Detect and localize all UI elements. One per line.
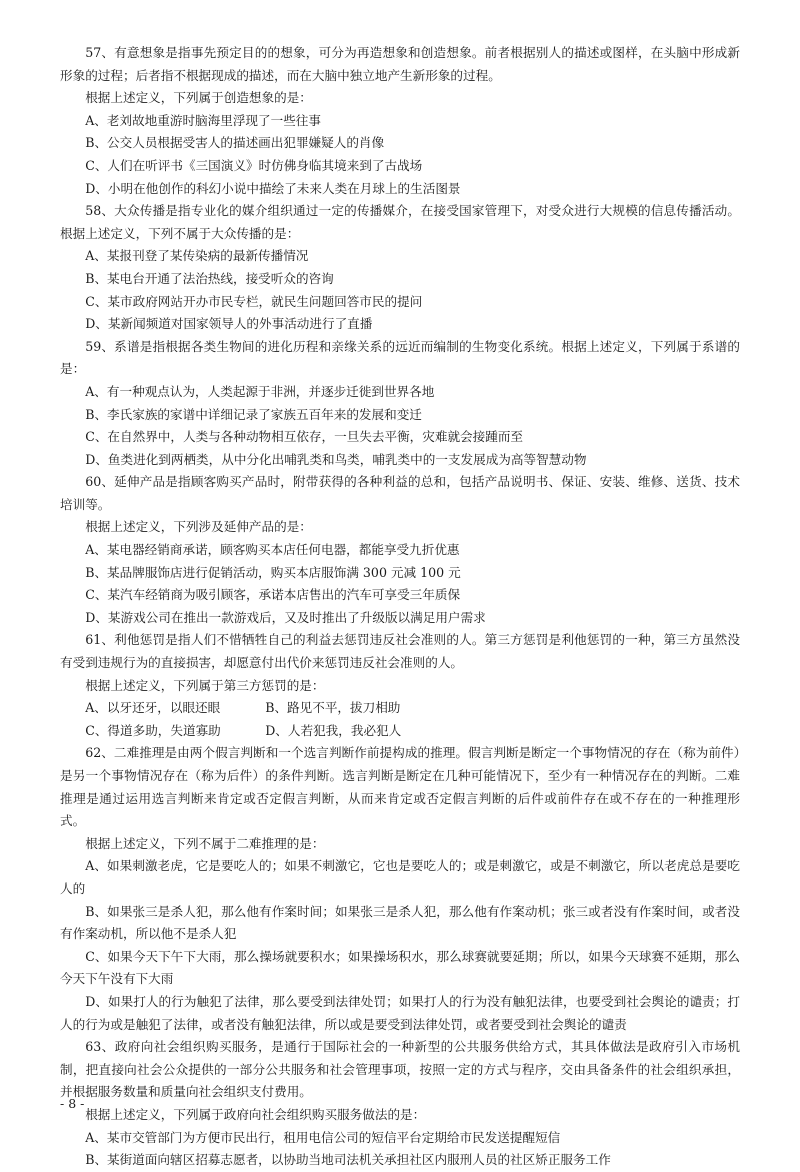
option-b: B、路见不平，拔刀相助 [265, 700, 401, 716]
option-b: B、如果张三是杀人犯，那么他有作案时间；如果张三是杀人犯，那么他有作案动机；张三或者没有作案时间，或者没有作案动机，所以他不是杀人犯 [60, 903, 740, 942]
option-d: D、鱼类进化到两栖类，从中分化出哺乳类和鸟类，哺乳类中的一支发展成为高等智慧动物 [85, 451, 587, 467]
option-c: C、某汽车经销商为吸引顾客，承诺本店售出的汽车可享受三年质保 [85, 587, 461, 603]
option-b: B、某电台开通了法治热线，接受听众的咨询 [85, 270, 334, 286]
page-content [60, 42, 740, 1172]
question-59 [60, 336, 740, 472]
option-row [60, 720, 740, 743]
question-58 [60, 200, 740, 336]
option-a: A、以牙还牙，以眼还眼 [85, 700, 221, 716]
question-stem: 63、政府向社会组织购买服务，是通行于国际社会的一种新型的公共服务供给方式，其具体做法是政府引入市场机制，把直接向社会公众提供的一部分公共服务和社会管理事项，按照一定的方式与程序，交由具备条件的社会组织承担，并根据服务数量和质量向社会组织支付费用。 [60, 1039, 740, 1100]
question-57 [60, 42, 740, 200]
option-a: A、某报刊登了某传染病的最新传播情况 [85, 248, 309, 264]
question-prompt: 根据上述定义，下列属于政府向社会组织购买服务做法的是： [85, 1106, 426, 1122]
option-d: D、某新闻频道对国家领导人的外事活动进行了直播 [85, 316, 373, 332]
question-prompt: 根据上述定义，下列涉及延伸产品的是： [85, 519, 312, 535]
option-d: D、如果打人的行为触犯了法律，那么要受到法律处罚；如果打人的行为没有触犯法律，也要受到社会舆论的谴责；打人的行为或是触犯了法律，或者没有触犯法律，所以或是要受到法律处罚，或者要受到社会舆论的谴责 [60, 993, 740, 1032]
question-stem: 61、利他惩罚是指人们不惜牺牲自己的利益去惩罚违反社会准则的人。第三方惩罚是利他惩罚的一种，第三方虽然没有受到违规行为的直接损害，却愿意付出代价来惩罚违反社会准则的人。 [60, 632, 740, 671]
page-number: - 8 - [60, 1096, 85, 1111]
option-b: B、某品牌服饰店进行促销活动，购买本店服饰满 300 元减 100 元 [85, 564, 461, 580]
option-a: A、老刘故地重游时脑海里浮现了一些往事 [85, 112, 321, 128]
option-row [60, 697, 740, 720]
option-c: C、在自然界中，人类与各种动物相互依存，一旦失去平衡，灾难就会接踵而至 [85, 429, 524, 445]
question-stem: 57、有意想象是指事先预定目的的想象，可分为再造想象和创造想象。前者根据别人的描述或图样，在头脑中形成新形象的过程；后者指不根据现成的描述，而在大脑中独立地产生新形象的过程。 [60, 45, 740, 83]
option-a: A、如果刺激老虎，它是要吃人的；如果不刺激它，它也是要吃人的；或是刺激它，或是不刺激它，所以老虎总是要吃人的 [60, 858, 740, 896]
option-d: D、某游戏公司在推出一款游戏后，又及时推出了升级版以满足用户需求 [85, 609, 486, 625]
option-a: A、有一种观点认为，人类起源于非洲，并逐步迁徙到世界各地 [85, 383, 435, 399]
question-stem: 62、二难推理是由两个假言判断和一个选言判断作前提构成的推理。假言判断是断定一个事物情况的存在（称为前件）是另一个事物情况存在（称为后件）的条件判断。选言判断是断定在几种可能情况下，至少有一种情况存在的判断。二难推理是通过运用选言判断来肯定或否定假言判断，从而来肯定或否定假言判断的后件或前件存在或不存在的一种推理形式。 [60, 745, 740, 829]
question-prompt: 根据上述定义，下列属于创造想象的是： [85, 90, 312, 106]
option-a: A、某市交管部门为方便市民出行，租用电信公司的短信平台定期给市民发送提醒短信 [85, 1129, 561, 1145]
question-prompt: 根据上述定义，下列不属于二难推理的是： [85, 835, 325, 851]
question-stem: 59、系谱是指根据各类生物间的进化历程和亲缘关系的远近而编制的生物变化系统。根据上述定义，下列属于系谱的是： [60, 338, 740, 377]
option-d: D、人若犯我，我必犯人 [265, 722, 402, 738]
question-63 [60, 1036, 740, 1172]
option-a: A、某电器经销商承诺，顾客购买本店任何电器，都能享受九折优惠 [85, 542, 460, 558]
option-d: D、小明在他创作的科幻小说中描绘了未来人类在月球上的生活图景 [85, 180, 461, 196]
option-b: B、李氏家族的家谱中详细记录了家族五百年来的发展和变迁 [85, 406, 422, 422]
question-61 [60, 629, 740, 742]
question-prompt: 根据上述定义，下列属于第三方惩罚的是： [85, 677, 325, 693]
question-60 [60, 471, 740, 629]
question-stem: 58、大众传播是指专业化的媒介组织通过一定的传播媒介，在接受国家管理下，对受众进行大规模的信息传播活动。根据上述定义，下列不属于大众传播的是： [60, 203, 740, 241]
option-c: C、人们在听评书《三国演义》时仿佛身临其境来到了古战场 [85, 157, 423, 173]
option-b: B、公交人员根据受害人的描述画出犯罪嫌疑人的肖像 [85, 135, 385, 151]
option-c: C、某市政府网站开办市民专栏，就民生问题回答市民的提问 [85, 293, 423, 309]
option-b: B、某街道面向辖区招募志愿者，以协助当地司法机关承担社区内服刑人员的社区矫正服务工作 [85, 1152, 611, 1168]
option-c: C、如果今天下午下大雨，那么操场就要积水；如果操场积水，那么球赛就要延期；所以，如果今天球赛不延期，那么今天下午没有下大雨 [60, 948, 740, 987]
option-c: C、得道多助，失道寡助 [85, 722, 221, 738]
question-stem: 60、延伸产品是指顾客购买产品时，附带获得的各种利益的总和，包括产品说明书、保证、安装、维修、送货、技术培训等。 [60, 474, 740, 512]
question-62 [60, 742, 740, 1036]
